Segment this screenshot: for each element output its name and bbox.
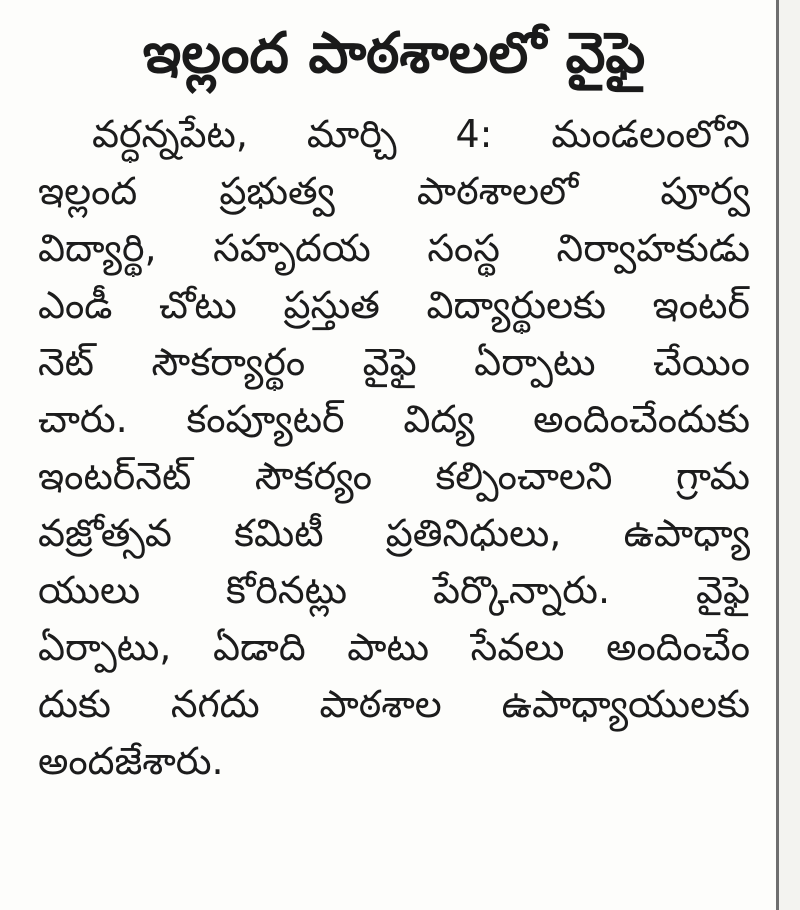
body-line: ఎండీ చోటు ప్రస్తుత విద్యార్థులకు ఇంటర్ (38, 283, 750, 327)
body-line: యులు కోరినట్లు పేర్కొన్నారు. వైఫై (38, 568, 750, 612)
headline: ఇల్లంద పాఠశాలలో వైఫై (142, 21, 646, 86)
body-line: వర్ధన్నపేట, మార్చి 4: మండలంలోని (92, 112, 750, 156)
body-line: నెట్ సౌకర్యార్థం వైఫై ఏర్పాటు చేయిం (38, 340, 750, 384)
body-line: దుకు నగదు పాఠశాల ఉపాధ్యాయులకు (38, 682, 750, 726)
body-line: ఏర్పాటు, ఏడాది పాటు సేవలు అందించేం (38, 625, 750, 669)
body-line: వజ్రోత్సవ కమిటీ ప్రతినిధులు, ఉపాధ్యా (38, 511, 750, 555)
article (38, 0, 750, 910)
body-line: ఇల్లంద ప్రభుత్వ పాఠశాలలో పూర్వ (38, 169, 750, 213)
article-body (38, 106, 750, 790)
body-line: చారు. కంప్యూటర్ విద్య అందించేందుకు (38, 397, 750, 441)
body-line: అందజేశారు. (38, 739, 224, 783)
page-edge (779, 0, 800, 910)
body-line: విద్యార్థి, సహృదయ సంస్థ నిర్వాహకుడు (38, 226, 750, 270)
body-line: ఇంటర్‌నెట్ సౌకర్యం కల్పించాలని గ్రామ (38, 454, 750, 498)
